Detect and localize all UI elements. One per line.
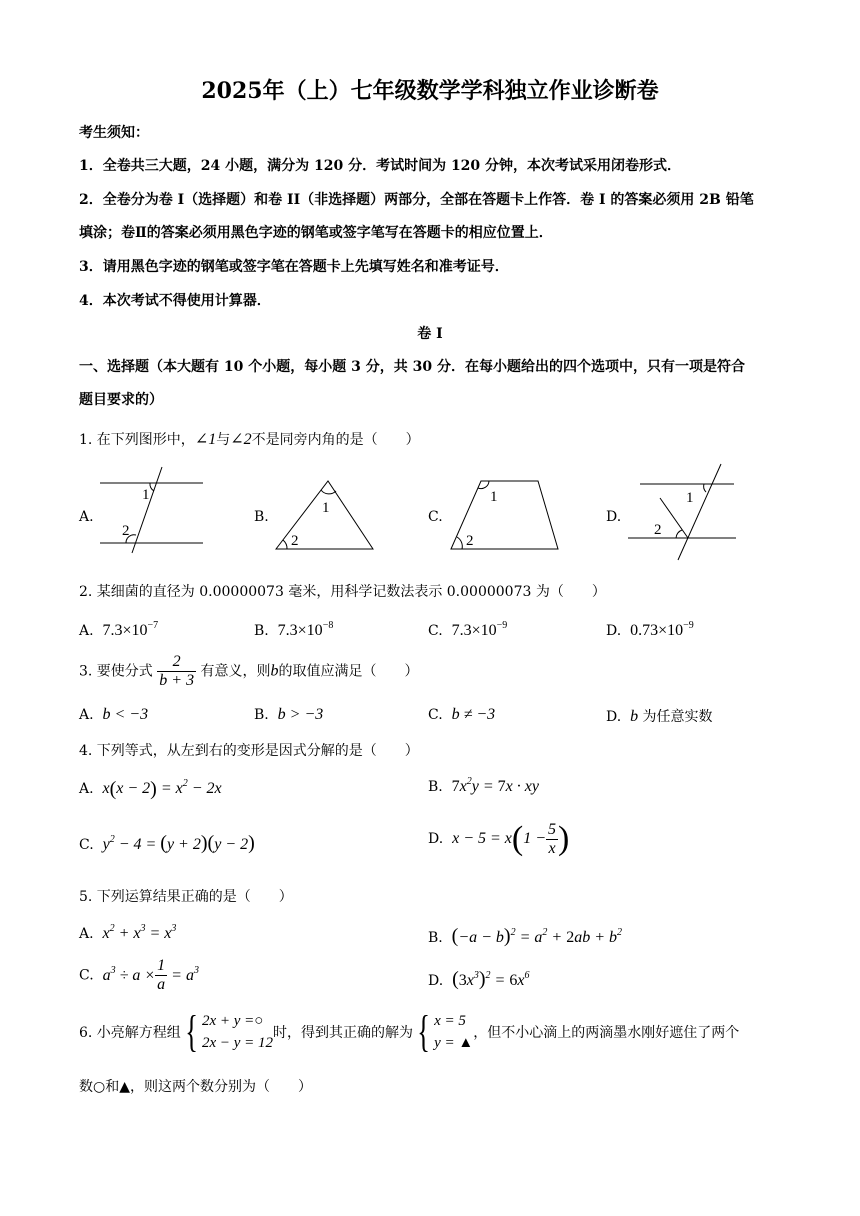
fraction: $\frac{2}{b + 3}$ <box>159 653 195 689</box>
notice-item-1: 1．全卷共三大题，24 小题，满分为 120 分．考试时间为 120 分钟，本次考试采用闭卷形式． <box>79 158 682 174</box>
q2-option-b: B. $7.3\times 10^{-8}$ <box>254 620 334 639</box>
question-6-stem: 6. 小亮解方程组{ 2x + y =○ 2x − y = 12 时，得到其正确的解为{ x = 5 y = ▲ ，但不小心滴上的两滴墨水刚好遮住了两个 <box>79 1007 740 1056</box>
q2-option-a: A. $7.3\times 10^{-7}$ <box>79 620 159 639</box>
part1-heading-b: 题目要求的） <box>79 392 163 408</box>
question-5-stem: 5. 下列运算结果正确的是（ ） <box>79 889 293 905</box>
q1a-mark-2: 2 <box>122 523 130 539</box>
q2-option-d: D. $0.73\times 10^{-9}$ <box>606 620 694 639</box>
notice-item-2b: 填涂；卷Ⅱ的答案必须用黑色字迹的钢笔或签字笔写在答题卡的相应位置上． <box>79 225 553 241</box>
q5-option-b: B. $(-a - b)^2 = a^2 + 2ab + b^2$ <box>428 925 622 947</box>
q1-figure-b <box>273 475 378 555</box>
q5-option-c: C. $a^3 \div a$ × $\frac{1}{a}$ = $a^3$ <box>79 957 199 993</box>
section-title: 卷 I <box>417 326 443 342</box>
notice-heading: 考生须知： <box>79 125 149 141</box>
question-3-stem: 3. 要使分式 $\frac{2}{b + 3}$ 有意义，则b的取值应满足（ ） <box>79 653 419 689</box>
question-6-line2: 数○和▲，则这两个数分别为（ ） <box>79 1079 312 1095</box>
q1-option-c-label: C. <box>428 509 443 525</box>
q4-option-d: D. x − 5 = x(1 − $\frac{5}{x}$ ) <box>428 820 570 857</box>
angle-2: ∠2 <box>230 431 252 448</box>
q5-option-d: D. $(3x^3)^2 = 6x^6$ <box>428 968 530 990</box>
q3-option-a: A. b < −3 <box>79 706 149 723</box>
q4-option-a: A. $x(x - 2) = x^2 - 2x$ <box>79 778 222 800</box>
q3-option-c: C. b ≠ −3 <box>428 706 496 723</box>
equation-system: 2x + y =○ 2x − y = 12 <box>201 1013 273 1051</box>
q1-option-a-label: A. <box>79 509 94 525</box>
solution-system: x = 5 y = ▲ <box>434 1013 474 1051</box>
q4-option-b: B. $7x^2y = 7x$ · xy <box>428 776 539 795</box>
question-2-stem: 2. 某细菌的直径为 0.00000073 毫米，用科学记数法表示 0.00000073 为（ ） <box>79 584 606 600</box>
part1-heading-a: 一、选择题（本大题有 10 个小题，每小题 3 分，共 30 分．在每小题给出的四个选项中，只有一项是符合 <box>79 359 745 375</box>
q2-option-c: C. $7.3\times 10^{-9}$ <box>428 620 508 639</box>
q1b-mark-1: 1 <box>322 500 330 516</box>
q1a-mark-1: 1 <box>142 487 150 503</box>
q1d-mark-1: 1 <box>686 490 694 506</box>
q1c-mark-1: 1 <box>490 489 498 505</box>
q1-figure-d <box>626 462 741 562</box>
q1-figure-c <box>448 475 563 555</box>
q3-option-d: D. b 为任意实数 <box>606 708 713 725</box>
q1-figure-a <box>98 465 208 555</box>
q1b-mark-2: 2 <box>291 533 299 549</box>
q1-option-b-label: B. <box>254 509 269 525</box>
q3-option-b: B. b > −3 <box>254 706 324 723</box>
q1-option-d-label: D. <box>606 509 622 525</box>
notice-item-4: 4．本次考试不得使用计算器． <box>79 293 271 309</box>
page-title: 2025年（上）七年级数学学科独立作业诊断卷 <box>201 78 659 104</box>
q1c-mark-2: 2 <box>466 533 474 549</box>
notice-item-2a: 2．全卷分为卷 I（选择题）和卷 II（非选择题）两部分，全部在答题卡上作答．卷 I 的答案必须用 2B 铅笔 <box>79 192 754 208</box>
question-1-stem: 1. 在下列图形中，∠1与∠2不是同旁内角的是（ ） <box>79 431 420 448</box>
q5-option-a: A. $x^2 + x^3 = x^3$ <box>79 923 177 942</box>
notice-item-3: 3．请用黑色字迹的钢笔或签字笔在答题卡上先填写姓名和准考证号． <box>79 259 509 275</box>
q1d-mark-2: 2 <box>654 522 662 538</box>
question-4-stem: 4. 下列等式，从左到右的变形是因式分解的是（ ） <box>79 743 419 759</box>
q4-option-c: C. $y^2 - 4 = (y + 2)(y - 2)$ <box>79 832 255 854</box>
angle-1: ∠1 <box>194 431 217 448</box>
